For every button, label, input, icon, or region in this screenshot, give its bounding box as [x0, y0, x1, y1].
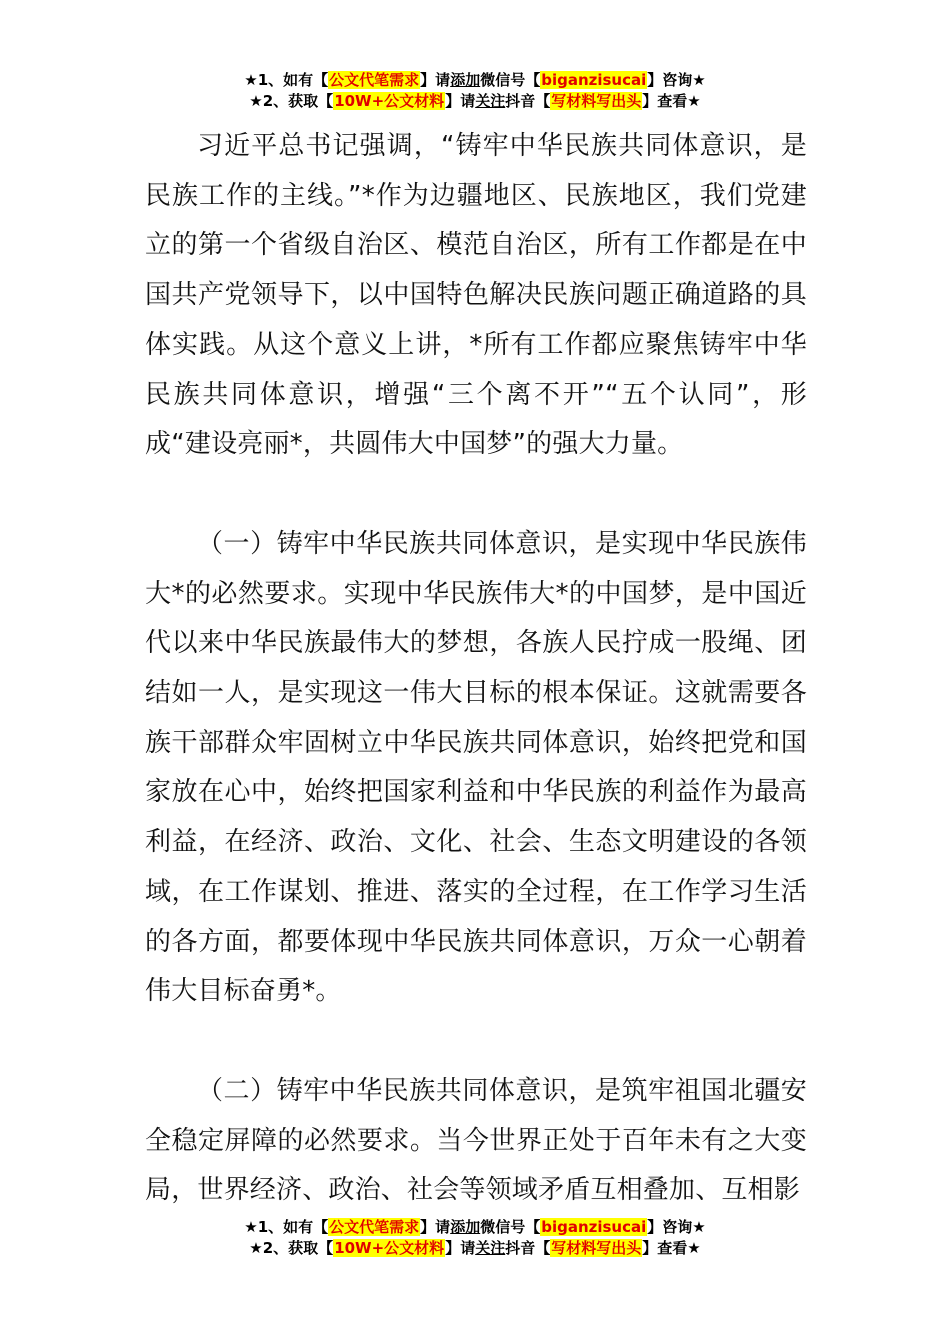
banner-text: ★2、获取【	[249, 92, 334, 110]
banner-underlined-text: 添加	[450, 71, 481, 89]
banner-text: 微信号【	[480, 71, 541, 89]
paragraph: 习近平总书记强调，“铸牢中华民族共同体意识，是民族工作的主线。”*作为边疆地区、民族地区，我们党建立的第一个省级自治区、模范自治区，所有工作都是在中国共产党领导下，以中国特色解决民族问题正确道路的具体实践。从这个意义上讲，*所有工作都应聚焦铸牢中华民族共同体意识，增强“三个离不开”“五个认同”，形成“建设亮丽*，共圆伟大中国梦”的强大力量。	[145, 131, 807, 460]
banner-text: 】咨询★	[647, 1218, 706, 1236]
banner-text: 】请	[445, 92, 476, 110]
banner-highlight: 公文代笔需求	[329, 1218, 420, 1236]
banner-highlight: 写材料写出头	[551, 1239, 642, 1257]
banner-line-1	[0, 1217, 950, 1238]
banner-text: 】请	[420, 1218, 451, 1236]
banner-highlight: biganzisucai	[541, 1218, 647, 1236]
banner-text: 】查看★	[642, 1239, 701, 1257]
banner-highlight: biganzisucai	[541, 71, 647, 89]
banner-text: ★1、如有【	[244, 71, 329, 89]
document-body	[145, 122, 807, 1216]
footer-banner	[0, 1217, 950, 1259]
banner-highlight: 10W+公文材料	[334, 92, 445, 110]
banner-line-2	[0, 1238, 950, 1259]
banner-text: 微信号【	[480, 1218, 541, 1236]
banner-highlight: 写材料写出头	[551, 92, 642, 110]
banner-highlight: 10W+公文材料	[334, 1239, 445, 1257]
banner-underlined-text: 关注	[475, 1239, 506, 1257]
banner-text: 】查看★	[642, 92, 701, 110]
header-banner	[0, 70, 950, 112]
banner-highlight: 公文代笔需求	[329, 71, 420, 89]
banner-text: ★1、如有【	[244, 1218, 329, 1236]
banner-text: ★2、获取【	[249, 1239, 334, 1257]
banner-text: 抖音【	[505, 1239, 551, 1257]
banner-text: 】请	[420, 71, 451, 89]
banner-text: 抖音【	[505, 92, 551, 110]
paragraph: （二）铸牢中华民族共同体意识，是筑牢祖国北疆安全稳定屏障的必然要求。当今世界正处于百年未有之大变局，世界经济、政治、社会等领域矛盾互相叠加、互相影	[145, 1075, 807, 1206]
banner-line-2	[0, 91, 950, 112]
banner-underlined-text: 关注	[475, 92, 506, 110]
banner-line-1	[0, 70, 950, 91]
banner-text: 】请	[445, 1239, 476, 1257]
banner-underlined-text: 添加	[450, 1218, 481, 1236]
paragraph: （一）铸牢中华民族共同体意识，是实现中华民族伟大*的必然要求。实现中华民族伟大*的中国梦，是中国近代以来中华民族最伟大的梦想，各族人民拧成一股绳、团结如一人，是实现这一伟大目标的根本保证。这就需要各族干部群众牢固树立中华民族共同体意识，始终把党和国家放在心中，始终把国家利益和中华民族的利益作为最高利益，在经济、政治、文化、社会、生态文明建设的各领域，在工作谋划、推进、落实的全过程，在工作学习生活的各方面，都要体现中华民族共同体意识，万众一心朝着伟大目标奋勇*。	[145, 528, 807, 1007]
paragraph-gap	[145, 1017, 807, 1067]
paragraph-gap	[145, 470, 807, 520]
banner-text: 】咨询★	[647, 71, 706, 89]
